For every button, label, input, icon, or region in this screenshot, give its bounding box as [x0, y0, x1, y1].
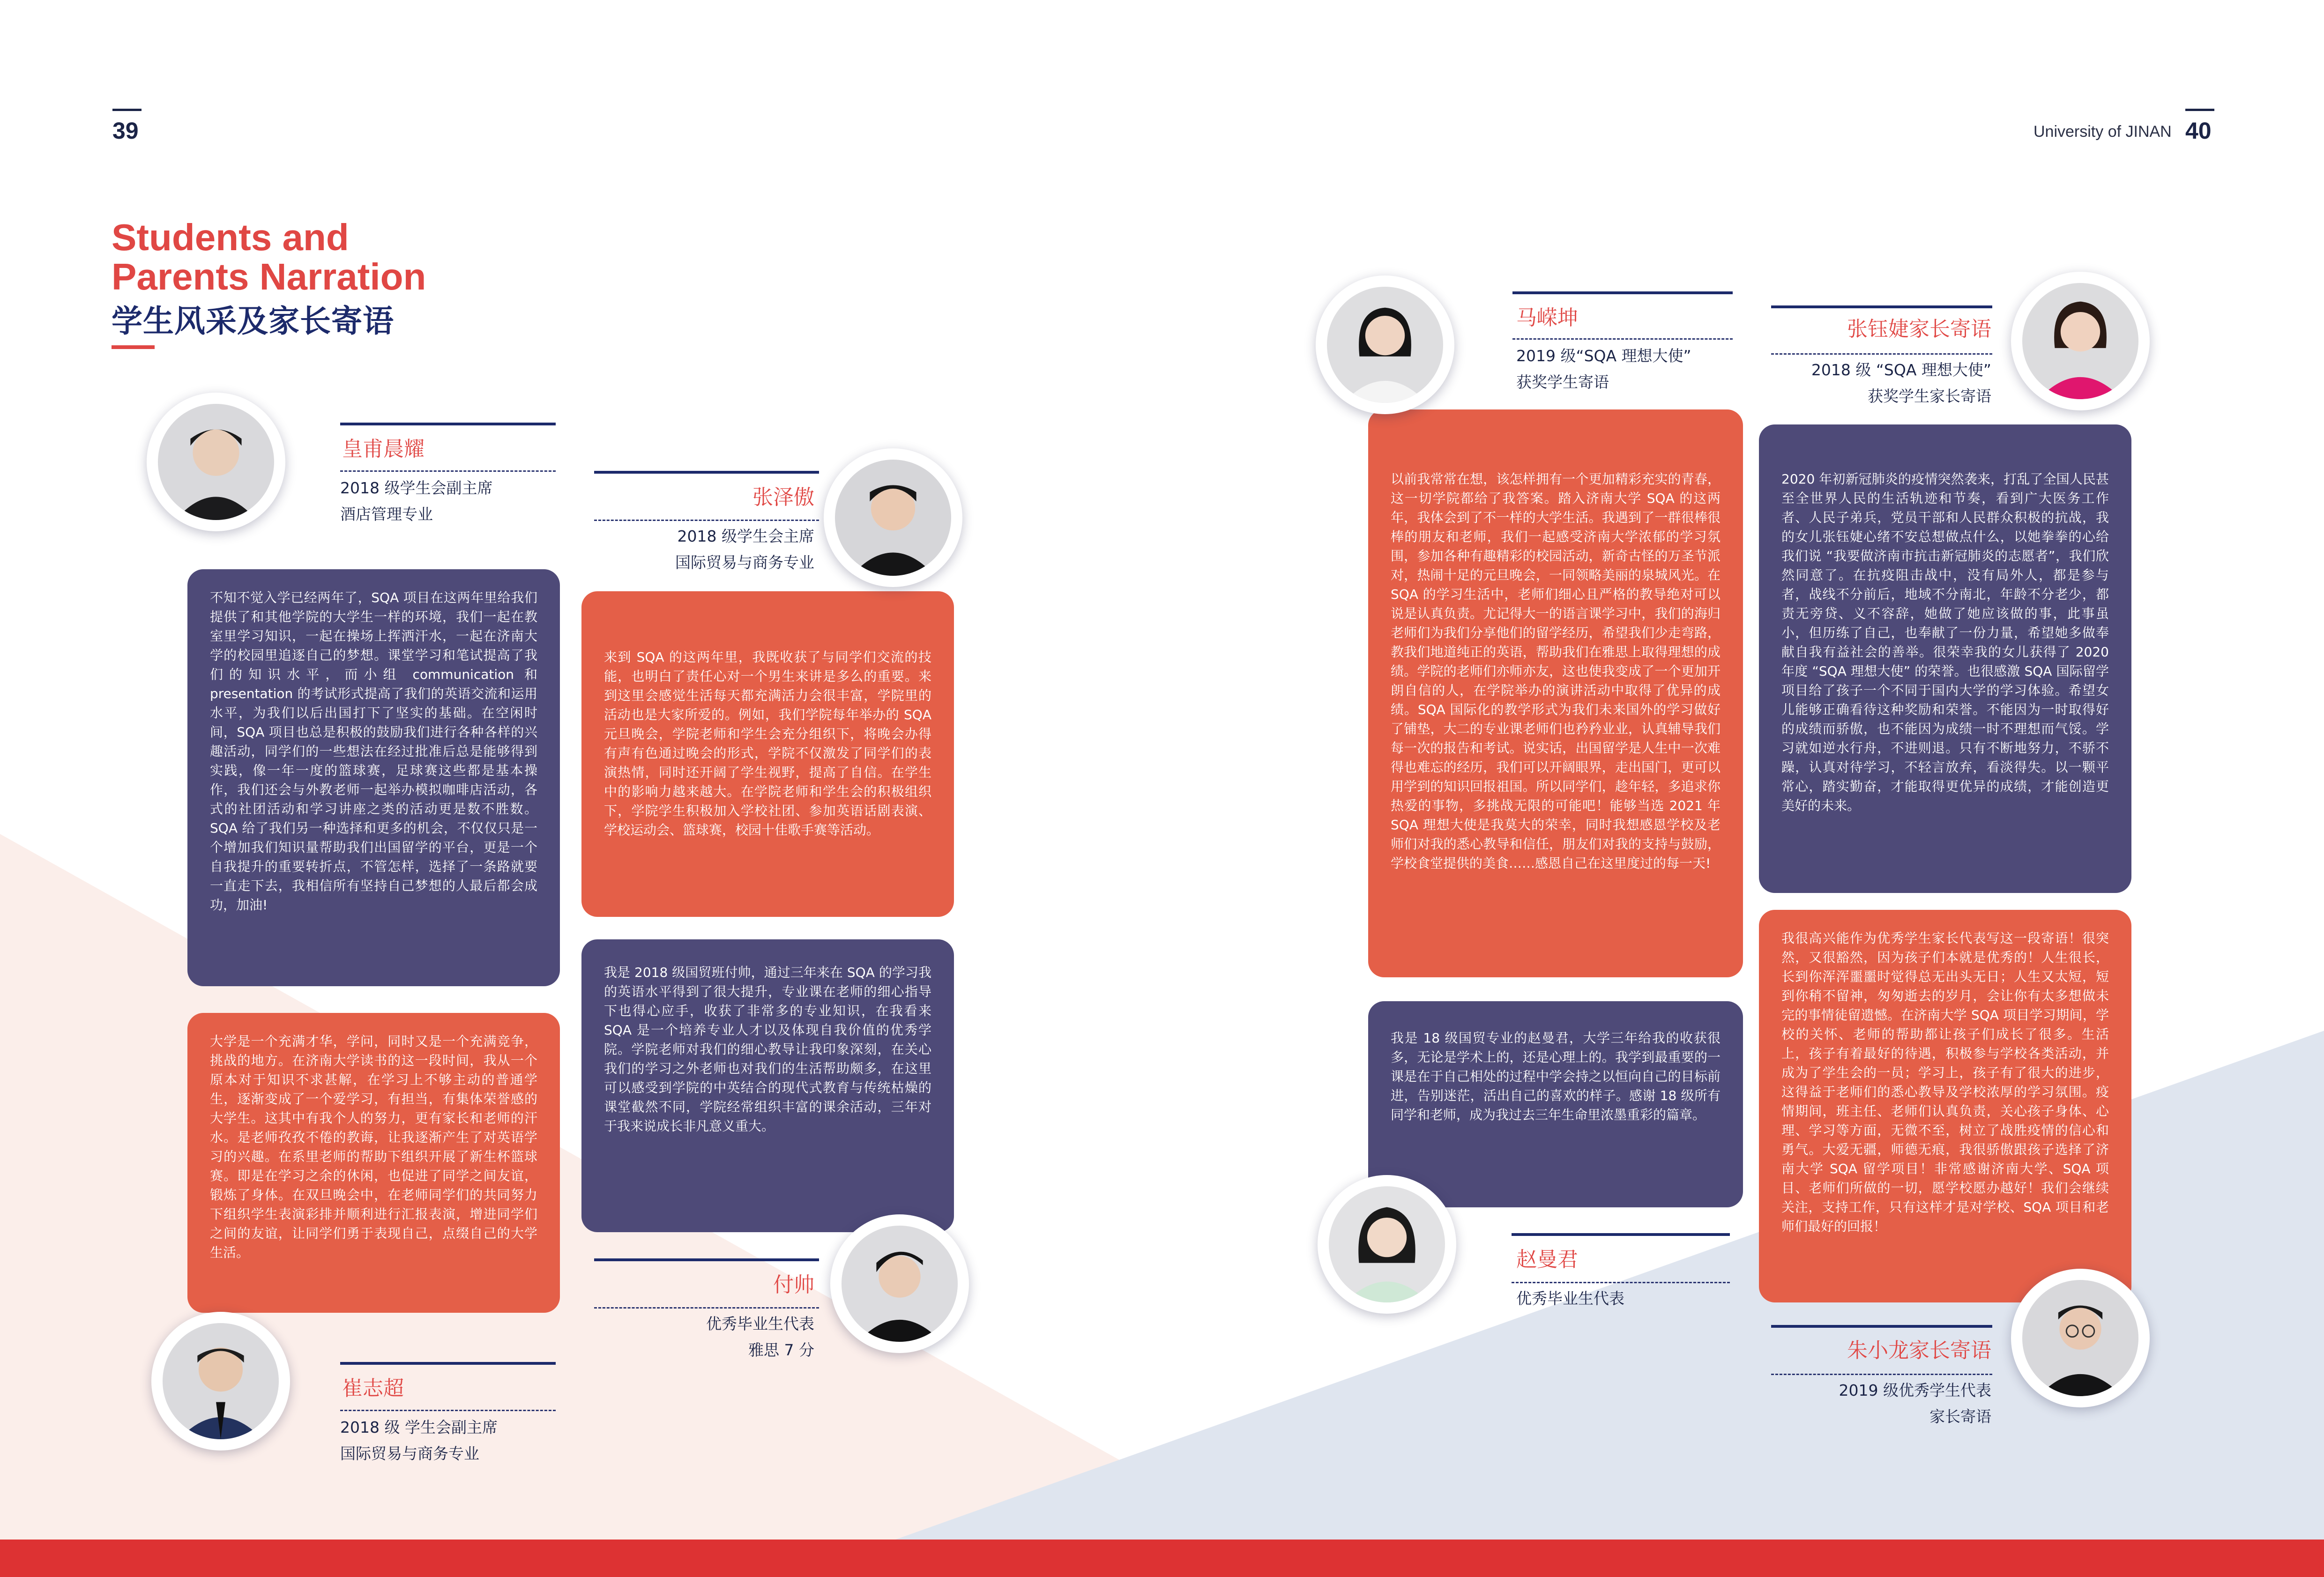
narration-box-zhu — [1759, 910, 2131, 1302]
label-fu — [594, 1258, 819, 1371]
label-zhao — [1512, 1233, 1730, 1327]
portrait-photo — [2022, 1280, 2138, 1396]
narration-box-zhang-parent — [1759, 424, 2131, 893]
portrait-photo — [1329, 1186, 1445, 1302]
student-role: 2018 级 “SQA 理想大使” — [1811, 361, 1991, 379]
narration-text: 不知不觉入学已经两年了，SQA 项目在这两年里给我们提供了和其他学院的大学生一样的环境，我们一起在教室里学习知识，一起在操场上挥洒汗水，一起在济南大学的校园里追逐自己的梦想。课堂学习和笔试提高了我们的知识水平，而小组 communication 和 presentation 的考试形式提高了我们的英语交流和运用水平，为我们以后出国打下了坚实的基础。在空闲时间，SQA 项目也总是积极的鼓励我们进行各种各样的兴趣活动，同学们的一些想法在经过批准后总是能够得到实践，像一年一度的篮球赛，足球赛这些都是基本操作，我们还会与外教老师一起举办模拟咖啡店活动，各式的社团活动和学习讲座之类的活动更是数不胜数。SQA 给了我们另一种选择和更多的机会，不仅仅只是一个增加我们知识量帮助我们出国留学的平台，更是一个自我提升的重要转折点，不管怎样，选择了一条路就要一直走下去，我相信所有坚持自己梦想的人最后都会成功，加油! — [210, 590, 537, 913]
portrait-photo — [158, 404, 274, 520]
page-number-left: 39 — [112, 117, 139, 144]
chinese-title: 学生风采及家长寄语 — [112, 303, 394, 339]
avatar-zhao — [1318, 1175, 1456, 1314]
student-major: 国际贸易与商务专业 — [340, 1444, 479, 1463]
student-score: 雅思 7 分 — [748, 1341, 814, 1359]
student-role: 2019 级“SQA 理想大使” — [1516, 347, 1691, 365]
narration-box-ma — [1368, 409, 1743, 977]
student-name: 赵曼君 — [1516, 1248, 1578, 1272]
narration-box-huangfu — [187, 569, 560, 986]
avatar-huangfu — [147, 393, 285, 531]
portrait-photo — [1327, 287, 1443, 403]
label-huangfu — [340, 423, 556, 535]
narration-box-zhang-zeao — [581, 591, 954, 917]
student-role: 2019 级优秀学生代表 — [1839, 1381, 1991, 1399]
label-cui — [340, 1362, 556, 1474]
student-role: 2018 级学生会副主席 — [340, 479, 493, 497]
title-underline — [112, 345, 155, 349]
narration-text: 我是 18 级国贸专业的赵曼君，大学三年给我的收获很多，无论是学术上的，还是心理上的。我学到最重要的一课是在于自己相处的过程中学会持之以恒向自己的目标前进，告别迷茫，活出自己的喜欢的样子。感谢 18 级所有同学和老师，成为我过去三年生命里浓墨重彩的篇章。 — [1391, 1030, 1721, 1123]
label-ma — [1512, 291, 1733, 404]
portrait-photo — [835, 460, 951, 576]
narration-text: 来到 SQA 的这两年里，我既收获了与同学们交流的技能，也明白了责任心对一个男生来讲是多么的重要。来到这里会感觉生活每天都充满活力会很丰富，学院里的活动也是大家所爱的。例如，我们学院每年举办的 SQA 元旦晚会，学院老师和学生会充分组织下，将晚会办得有声有色通过晚会的形式，学院不仅激发了同学们的表演热情，同时还开阔了学生视野，提高了自信。在学生中的影响力越来越大。在学院老师和学生会的积极组织下，学院学生积极加入学校社团、参加英语话剧表演、学校运动会、篮球赛，校园十佳歌手赛等活动。 — [604, 649, 931, 838]
avatar-fu — [830, 1214, 969, 1353]
student-note: 家长寄语 — [1929, 1407, 1991, 1426]
narration-text: 我是 2018 级国贸班付帅，通过三年来在 SQA 的学习我的英语水平得到了很大提升，专业课在老师的细心指导下也得心应手，收获了非常多的专业知识，在我看来 SQA 是一个培养专业人才以及体现自我价值的优秀学院。学院老师对我们的细心教导让我印象深刻，在关心我们的学习之外老师也对我们的生活帮助颇多，在这里可以感受到学院的中英结合的现代式教育与传统枯燥的课堂截然不同，学院经常组织丰富的课余活动，三年对于我来说成长非凡意义重大。 — [604, 965, 931, 1134]
english-title — [112, 218, 533, 297]
parent-name: 张钰婕家长寄语 — [1847, 317, 1991, 341]
student-name: 皇甫晨耀 — [342, 437, 425, 461]
student-major: 酒店管理专业 — [340, 505, 433, 523]
student-name: 付帅 — [773, 1273, 814, 1297]
page-number-right: 40 — [2185, 117, 2212, 144]
label-zhang-zeao — [594, 471, 819, 583]
portrait-photo — [2022, 283, 2138, 399]
student-major: 国际贸易与商务专业 — [675, 553, 814, 572]
narration-text: 我很高兴能作为优秀学生家长代表写这一段寄语！很突然，又很豁然，因为孩子们本就是优秀的！人生很长，长到你浑浑噩噩时觉得总无出头无日；人生又太短，短到你稍不留神，匆匆逝去的岁月，会让你有太多想做未完的事情徒留遗憾。在济南大学 SQA 项目学习期间，学校的关怀、老师的帮助都让孩子们成长了很多。生活上，孩子有着最好的待遇，积极参与学校各类活动，并成为了学生会的一员；学习上，孩子有了很大的进步，这得益于老师们的悉心教导及学校浓厚的学习氛围。疫情期间，班主任、老师们认真负责，关心孩子身体、心理、学习等方面，无微不至，树立了战胜疫情的信心和勇气。大爱无疆，师德无痕，我很骄傲跟孩子选择了济南大学 SQA 留学项目！非常感谢济南大学、SQA 项目、老师们所做的一切，愿学校愿办越好！我们会继续关注，支持工作，只有这样才是对学校、SQA 项目和老师们最好的回报！ — [1781, 930, 2109, 1234]
avatar-zhu — [2011, 1269, 2150, 1407]
portrait-photo — [842, 1226, 958, 1342]
avatar-ma — [1316, 275, 1454, 414]
student-role: 优秀毕业生代表 — [1516, 1289, 1624, 1308]
english-title-line1: Students and — [112, 216, 349, 258]
narration-text: 2020 年初新冠肺炎的疫情突然袭来，打乱了全国人民甚至全世界人民的生活轨迹和节奏，看到广大医务工作者、人民子弟兵，党员干部和人民群众积极的抗战，我的女儿张钰婕心绪不安总想做点什么，以她拳拳的心给我们说 “我要做济南市抗击新冠肺炎的志愿者”，我们欣然同意了。在抗疫阻击战中，没有局外人，都是参与者，战线不分前后，地域不分南北，年龄不分老少，都责无旁贷、义不容辞，她做了她应该做的事，此事虽小，但历练了自己，也奉献了一份力量，希望她多做奉献自我有益社会的善举。很荣幸我的女儿获得了 2020 年度 “SQA 理想大使” 的荣誉。也很感激 SQA 国际留学项目给了孩子一个不同于国内大学的学习体验。希望女儿能够正确看待这种奖励和荣誉。不能因为一时取得好的成绩而骄傲，也不能因为成绩一时不理想而气馁。学习就如逆水行舟，不进则退。只有不断地努力，不骄不躁，认真对待学习，不轻言放弃，看淡得失。以一颗平常心，踏实勤奋，才能取得更优异的成绩，才能创造更美好的未来。 — [1781, 471, 2109, 813]
narration-box-cui — [187, 1013, 560, 1313]
english-title-line2: Parents Narration — [112, 256, 426, 298]
student-note: 获奖学生家长寄语 — [1868, 387, 1991, 405]
student-name: 张泽傲 — [752, 485, 814, 509]
student-note: 获奖学生寄语 — [1516, 373, 1609, 391]
avatar-zhang-yujie — [2011, 272, 2150, 410]
student-name: 马嵘坤 — [1516, 306, 1578, 330]
narration-box-zhao — [1368, 1001, 1743, 1207]
narration-text: 大学是一个充满才华，学问，同时又是一个充满竞争，挑战的地方。在济南大学读书的这一段时间，我从一个原本对于知识不求甚解，在学习上不够主动的普通学生，逐渐变成了一个爱学习，有担当，有集体荣誉感的大学生。这其中有我个人的努力，更有家长和老师的汗水。是老师孜孜不倦的教诲，让我逐渐产生了对英语学习的兴趣。在系里老师的帮助下组织开展了新生杯篮球赛。即是在学习之余的休闲，也促进了同学之间友谊，锻炼了身体。在双旦晚会中，在老师同学们的共同努力下组织学生表演彩排并顺利进行汇报表演，增进同学们之间的友谊，让同学们勇于表现自己，点缀自己的大学生活。 — [210, 1034, 537, 1260]
university-header: University of JINAN — [2034, 123, 2172, 141]
narration-text: 以前我常常在想，该怎样拥有一个更加精彩充实的青春，这一切学院都给了我答案。踏入济南大学 SQA 的这两年，我体会到了不一样的大学生活。我遇到了一群很棒很棒的朋友和老师，我们一起感受济南大学浓郁的学习氛围，参加各种有趣精彩的校园活动，新奇古怪的万圣节派对，热闹十足的元旦晚会，一同领略美丽的泉城风光。在 SQA 的学习生活中，老师们细心且严格的教导绝对可以说是认真负责。尤记得大一的语言课学习中，我们的海归老师们为我们分享他们的留学经历，希望我们少走弯路，教我们地道纯正的英语，帮助我们在雅思上取得理想的成绩。学院的老师们亦师亦友，这也使我变成了一个更加开朗自信的人，在学院举办的演讲活动中取得了优异的成绩。SQA 国际化的教学形式为我们未来国外的学习做好了铺垫，大二的专业课老师们也矜矜业业，认真辅导我们每一次的报告和考试。说实话，出国留学是人生中一次难得也难忘的经历，我们可以开阔眼界，走出国门，更可以用学到的知识回报祖国。所以同学们，趁年轻，多追求你热爱的事物，多挑战无限的可能吧！能够当选 2021 年 SQA 理想大使是我莫大的荣幸，同时我想感恩学校及老师们对我的悉心教导和信任，朋友们对我的支持与鼓励，学校食堂提供的美食……感恩自己在这里度过的每一天! — [1391, 471, 1721, 871]
student-role: 2018 级 学生会副主席 — [340, 1418, 498, 1436]
portrait-photo — [163, 1323, 279, 1439]
footer-bar — [0, 1540, 2324, 1577]
student-role: 优秀毕业生代表 — [706, 1315, 814, 1333]
avatar-cui — [151, 1312, 290, 1451]
label-zhang-parent — [1771, 305, 1992, 418]
student-name: 崔志超 — [342, 1376, 404, 1400]
narration-box-fu — [581, 939, 954, 1232]
student-role: 2018 级学生会主席 — [677, 527, 814, 545]
label-zhu — [1771, 1325, 1992, 1437]
parent-name: 朱小龙家长寄语 — [1847, 1339, 1991, 1362]
avatar-zhang-zeao — [824, 448, 962, 587]
